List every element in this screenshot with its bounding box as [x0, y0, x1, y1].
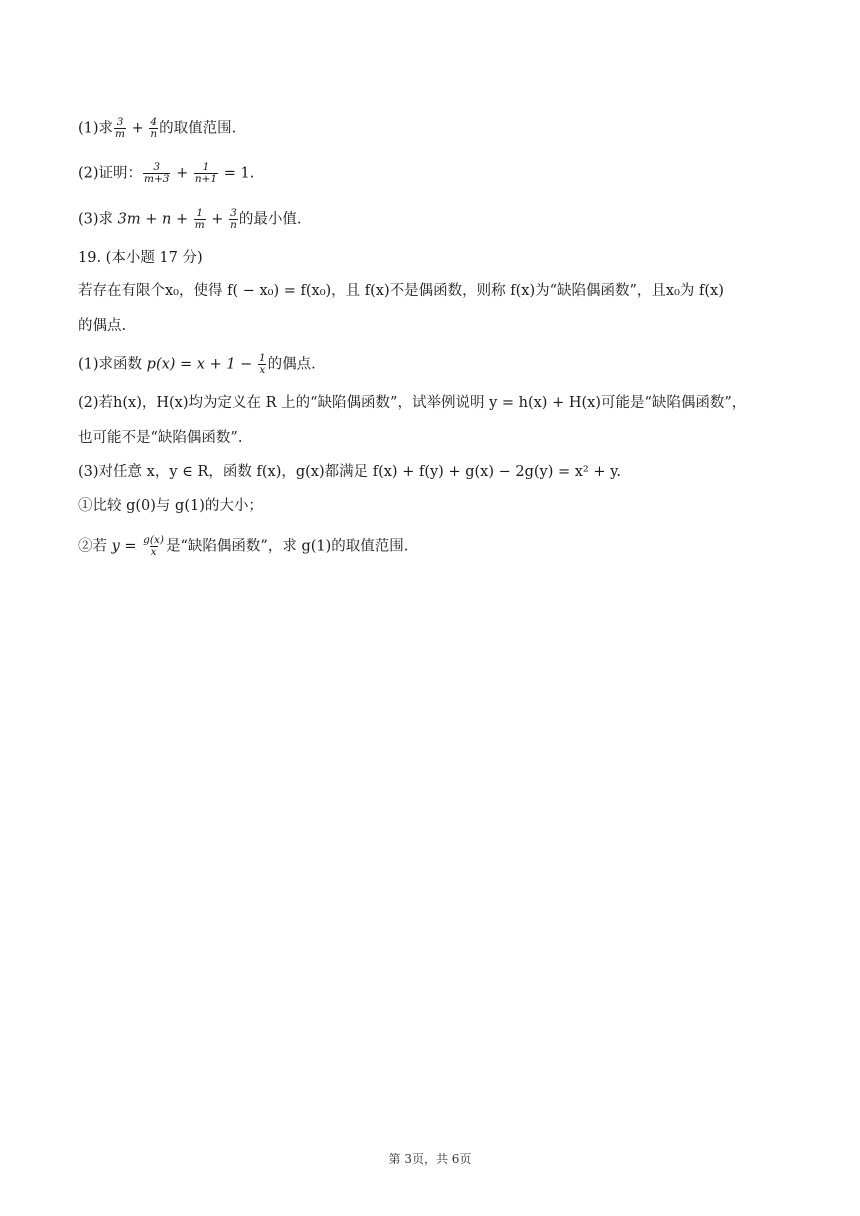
q18-part1: (1)求 $\frac{3}{m}$ + $\frac{4}{n}$ 的取值范围. [78, 116, 237, 140]
q19-part2-line1: (2)若h(x)，H(x)均为定义在 R 上的“缺陷偶函数”，试举例说明 y = h(x) + H(x)可能是“缺陷偶函数”， [78, 395, 747, 411]
fraction: $\frac{1}{n+1}$ [194, 161, 218, 185]
fraction: $\frac{g(x)}{x}$ [143, 534, 165, 558]
fraction: $\frac{4}{n}$ [150, 116, 158, 140]
fraction: $\frac{1}{x}$ [258, 352, 266, 376]
fraction: $\frac{3}{m+3}$ [144, 161, 170, 185]
q18-part1-lead: (1)求 [78, 120, 114, 137]
q19-header: 19. (本小题 17 分) [78, 250, 203, 266]
q19-definition-line1: 若存在有限个x₀，使得 f( − x₀) = f(x₀)，且 f(x)不是偶函数，则称 f(x)为“缺陷偶函数”，且x₀为 f(x) [78, 283, 724, 299]
fraction: $\frac{1}{m}$ [194, 207, 205, 231]
q18-part2: (2)证明： $\frac{3}{m+3}$ + $\frac{1}{n+1}$ = 1. [78, 161, 255, 185]
q19-part3-sub1: ①比较 g(0)与 g(1)的大小； [78, 498, 263, 514]
fraction: $\frac{3}{m}$ [115, 116, 126, 140]
page-footer: 第 3页，共 6页 [388, 1152, 472, 1166]
q19-part2-line2: 也可能不是“缺陷偶函数”. [78, 430, 243, 446]
q18-part3: (3)求 3m + n + $\frac{1}{m}$ + $\frac{3}{n}$ 的最小值. [78, 207, 302, 231]
q19-part3: (3)对任意 x，y ∈ R，函数 f(x)，g(x)都满足 f(x) + f(y) + g(x) − 2g(y) = x² + y. [78, 464, 621, 480]
fraction: $\frac{3}{n}$ [230, 207, 237, 231]
q19-part1: (1)求函数 p(x) = x + 1 − $\frac{1}{x}$ 的偶点. [78, 352, 316, 376]
q19-definition-line2: 的偶点. [78, 318, 127, 334]
q19-part3-sub2: ②若 y = $\frac{g(x)}{x}$ 是“缺陷偶函数”，求 g(1)的取值范围. [78, 534, 409, 558]
